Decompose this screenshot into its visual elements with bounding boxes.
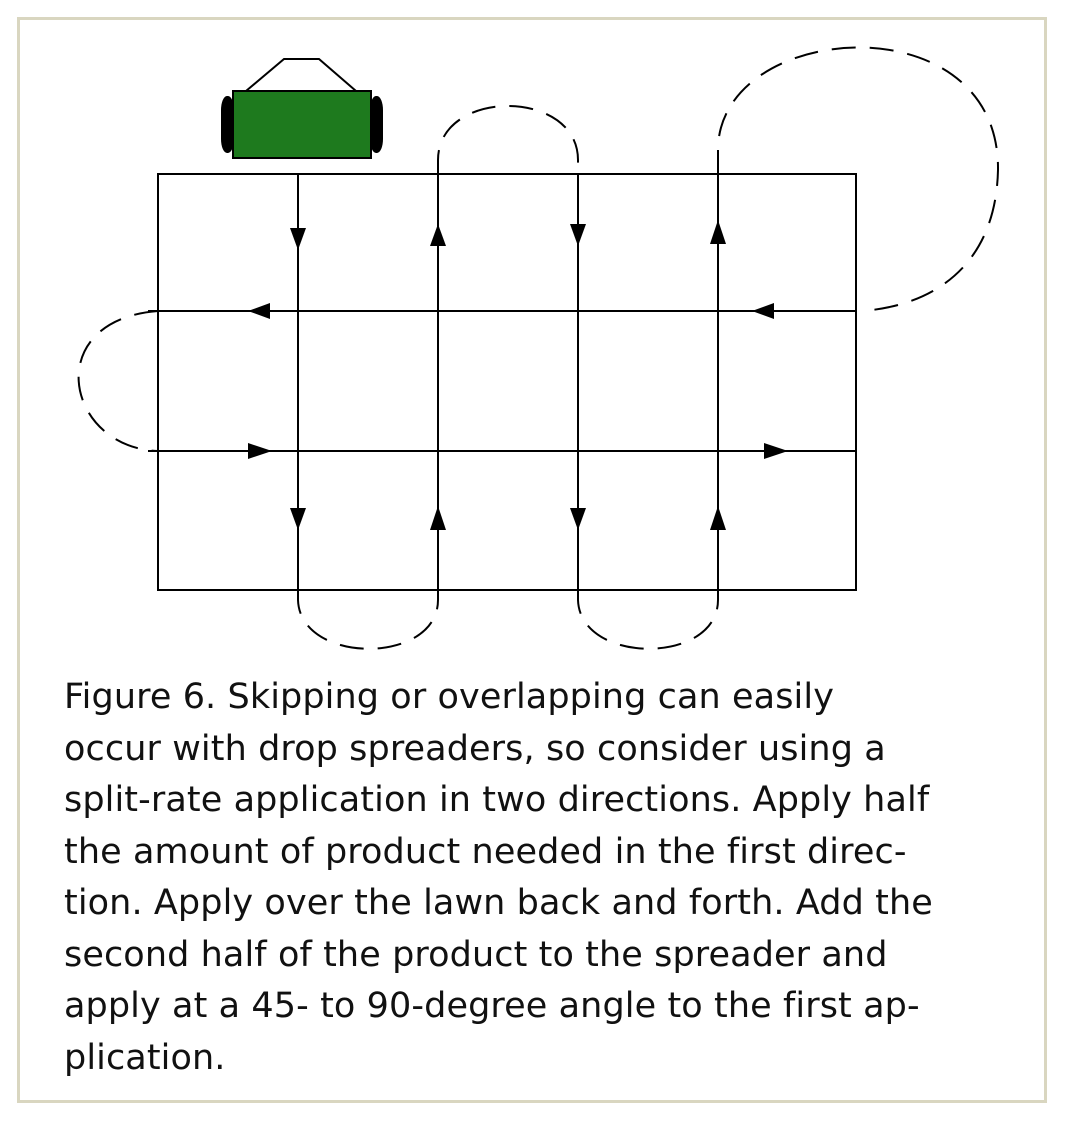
caption-line: split-rate application in two directions. Apply half [64,780,930,820]
arrow-down-icon [570,224,586,246]
arrow-up-icon [710,506,726,530]
turnaround-top-right [718,48,998,312]
arrow-up-icon [430,506,446,530]
arrow-up-icon [430,224,446,246]
arrow-right-icon [764,443,788,459]
figure-caption [64,672,994,1084]
caption-line: plication. [64,1037,226,1078]
first-direction-passes [298,174,718,600]
direction-arrows [248,220,788,530]
spreader-wheel-left [221,96,234,153]
arrow-left-icon [248,303,270,319]
arrow-left-icon [752,303,774,319]
second-direction-passes [148,311,856,451]
caption-line: occur with drop spreaders, so consider using a [64,728,886,769]
turnaround-bottom-right [578,590,718,649]
spreader-wheel-right [370,96,383,153]
caption-line: the amount of product needed in the first direc- [64,831,907,872]
spreader-handle [246,59,356,91]
drop-spreader-icon [221,59,383,158]
arrow-up-icon [710,220,726,244]
arrow-right-icon [248,443,272,459]
turnaround-bottom-left [298,590,438,649]
spreader-hopper [233,91,371,158]
arrow-down-icon [290,228,306,250]
lawn-area [158,174,856,590]
caption-line: tion. Apply over the lawn back and forth. Add the [64,883,933,923]
arrow-down-icon [290,508,306,530]
turnaround-top-middle [438,106,578,174]
caption-line: second half of the product to the spreader and [64,934,888,975]
turnaround-left [79,311,158,451]
caption-line: Figure 6. Skipping or overlapping can easily [64,677,835,717]
caption-line: apply at a 45- to 90-degree angle to the first ap- [64,986,920,1026]
turnaround-loops [79,48,998,649]
arrow-down-icon [570,508,586,530]
